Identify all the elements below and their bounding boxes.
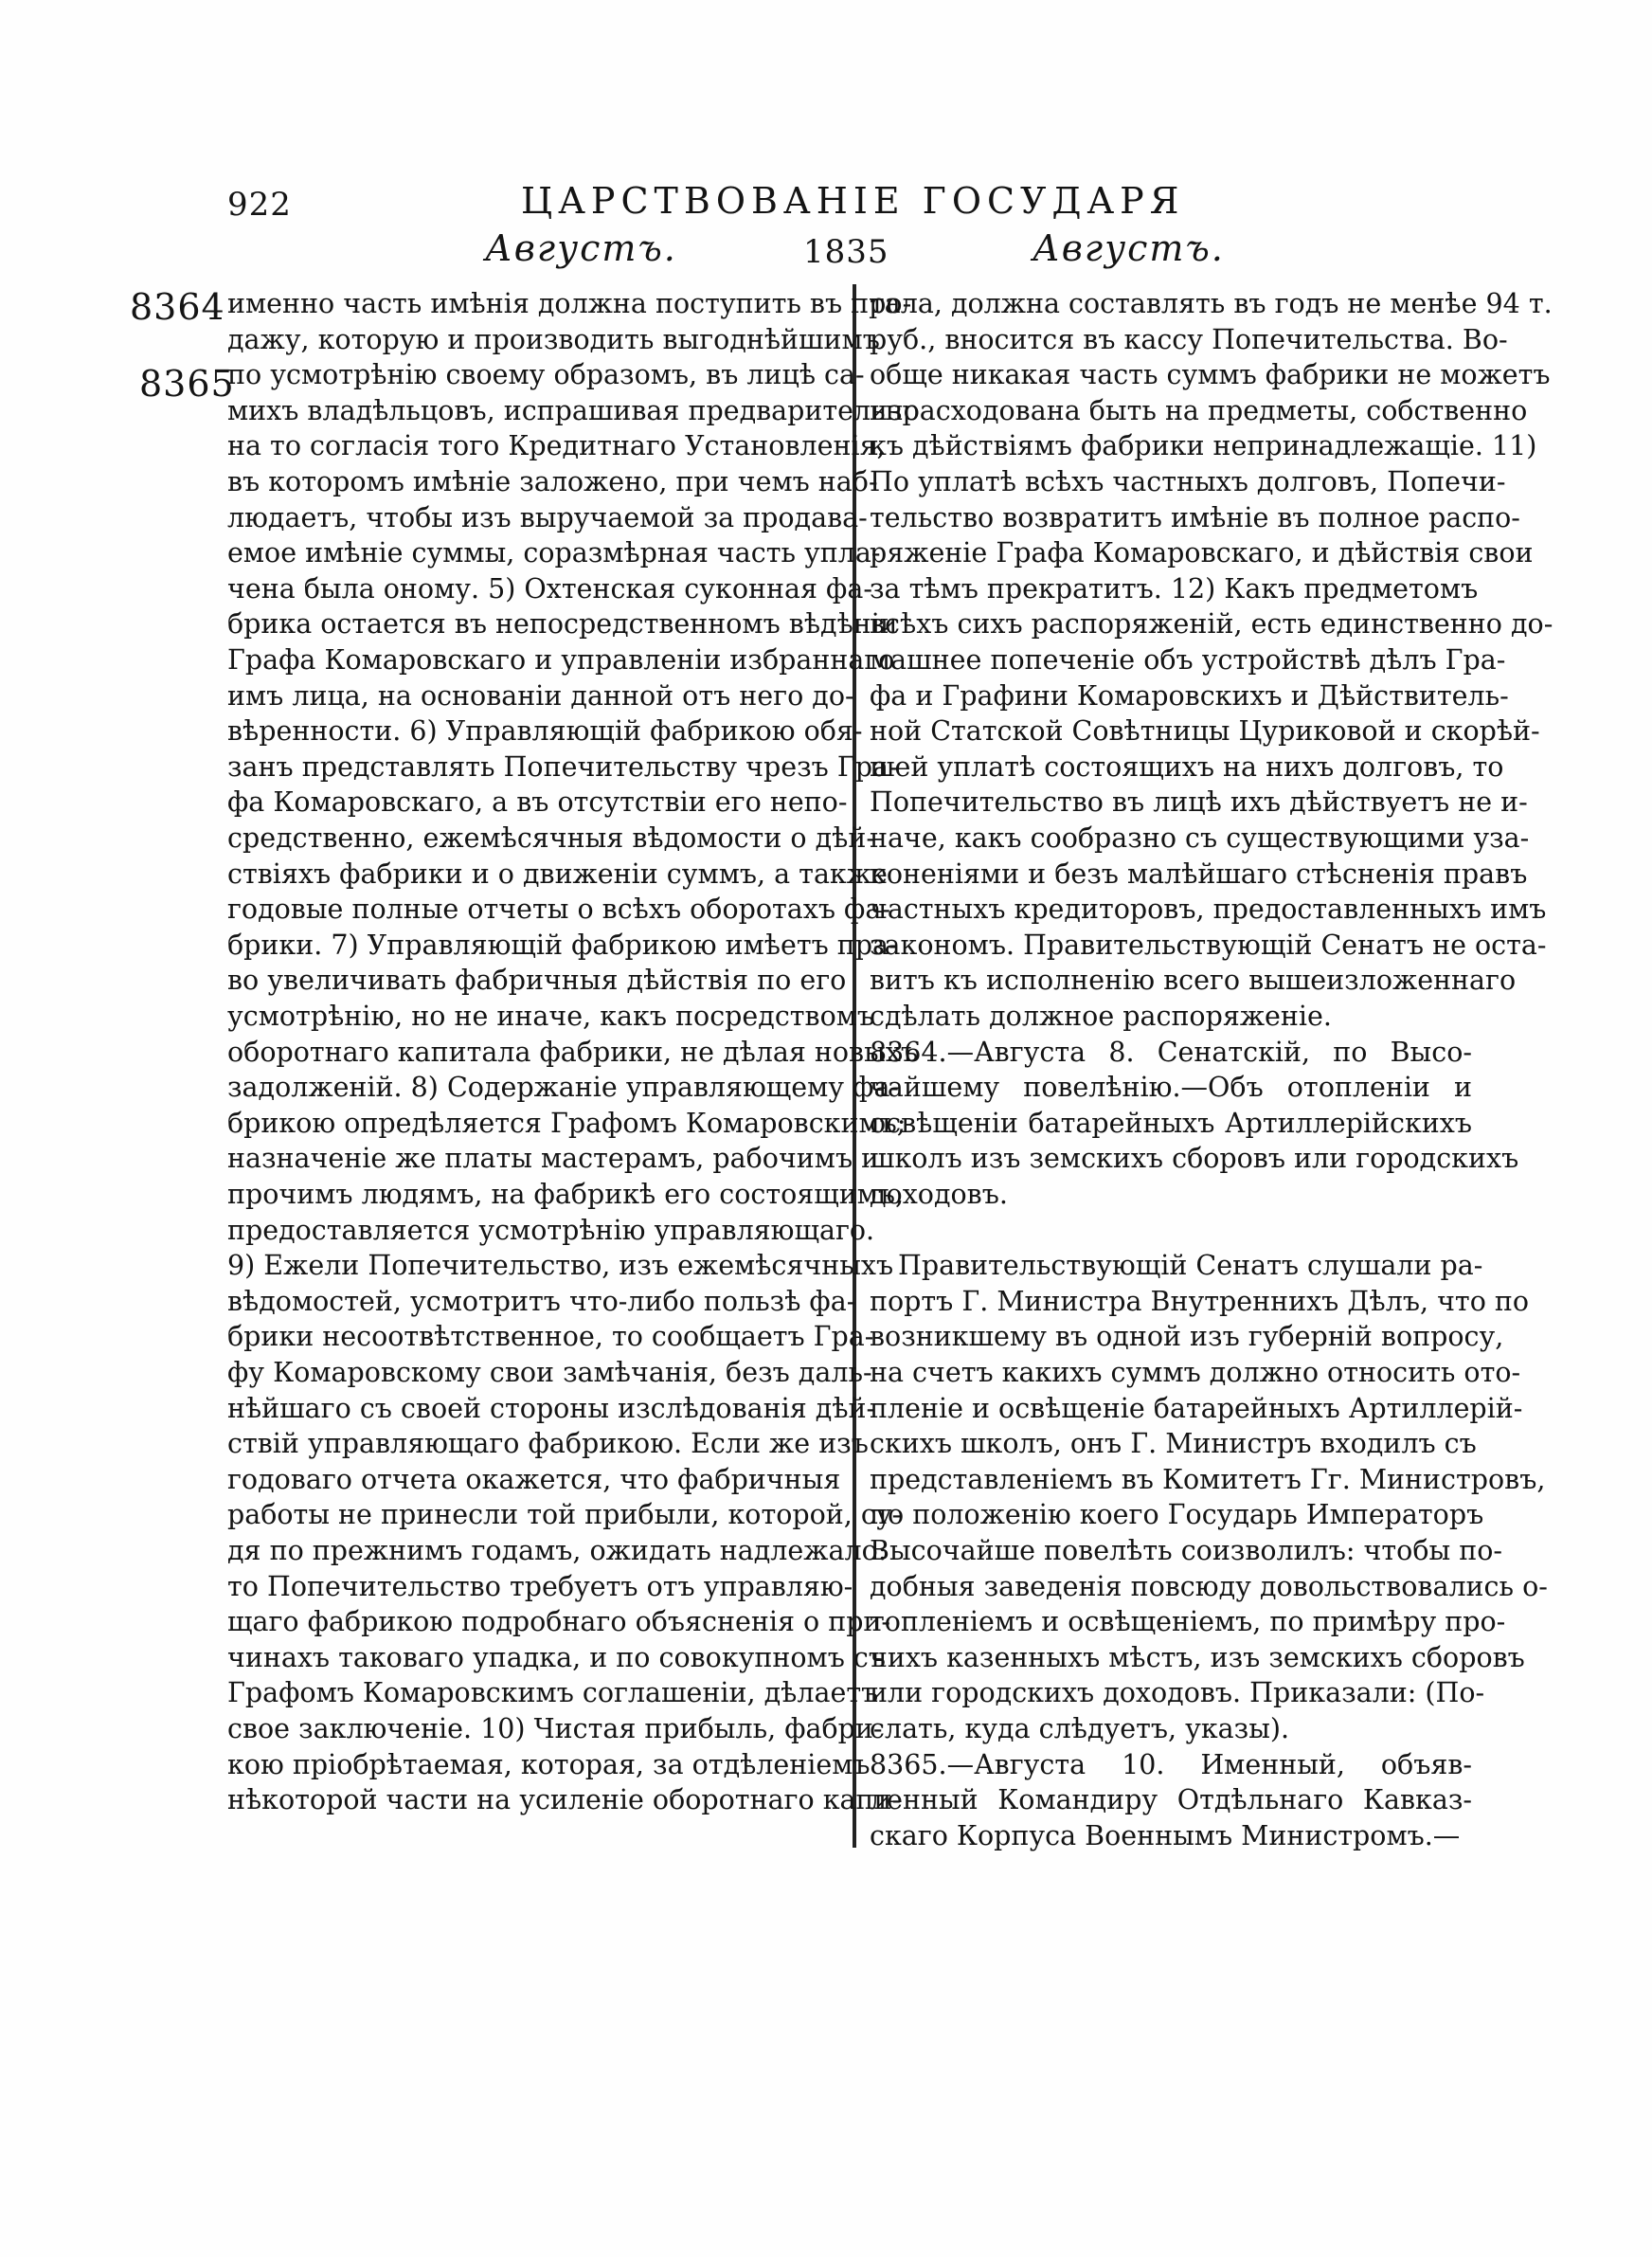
- text-line: Графа Комаровскаго и управленіи избраннаго: [227, 644, 895, 676]
- margin-number: 8364: [130, 286, 225, 328]
- text-line: на счетъ какихъ суммъ должно относить ото-: [870, 1357, 1521, 1388]
- text-line: брики. 7) Управляющій фабрикою имѣетъ пра-: [227, 929, 898, 961]
- text-line: то Попечительство требуетъ отъ управляю-: [227, 1570, 853, 1602]
- text-line: коненіями и безъ малѣйшаго стѣсненія правъ: [870, 858, 1528, 890]
- text-line: фа и Графини Комаровскихъ и Дѣйствитель-: [870, 679, 1509, 712]
- text-line: представленіемъ въ Комитетъ Гг. Министровъ,: [870, 1463, 1546, 1495]
- text-line: дажу, которую и производить выгоднѣйшимъ: [227, 323, 880, 355]
- text-line: брикою опредѣляется Графомъ Комаровскимъ;: [227, 1107, 907, 1139]
- text-line: вѣдомостей, усмотритъ что-либо пользѣ фа-: [227, 1285, 856, 1317]
- text-line: топленіемъ и освѣщеніемъ, по примѣру про-: [870, 1606, 1506, 1638]
- text-line: добныя заведенія повсюду довольствовались о-: [870, 1570, 1548, 1602]
- text-line: михъ владѣльцовъ, испрашивая предварительно: [227, 394, 920, 426]
- text-line: усмотрѣнію, но не иначе, какъ посредствомъ: [227, 1001, 875, 1032]
- text-line: вѣренности. 6) Управляющій фабрикою обя-: [227, 715, 863, 748]
- text-line: къ дѣйствіямъ фабрики непринадлежащіе. 11): [870, 430, 1537, 462]
- text-line: кою пріобрѣтаемая, которая, за отдѣленіемъ: [227, 1748, 871, 1780]
- text-line: чинахъ таковаго упадка, и по совокупномъ съ: [227, 1641, 887, 1673]
- text-line: за тѣмъ прекратитъ. 12) Какъ предметомъ: [870, 572, 1479, 605]
- text-line: на то согласія того Кредитнаго Установленія,: [227, 430, 886, 462]
- text-line: назначеніе же платы мастерамъ, рабочимъ и: [227, 1143, 880, 1175]
- text-line: щаго фабрикою подробнаго объясненія о при-: [227, 1606, 891, 1638]
- text-line: возникшему въ одной изъ губерній вопросу,: [870, 1321, 1504, 1353]
- text-line: руб., вносится въ кассу Попечительства. Во-: [870, 323, 1508, 355]
- text-line: именно часть имѣнія должна поступить въ про-: [227, 288, 912, 319]
- text-line: брика остается въ непосредственномъ вѣдѣніи: [227, 608, 898, 641]
- text-line: [870, 1211, 1472, 1251]
- text-line: нѣкоторой части на усиленіе оборотнаго капи-: [227, 1784, 902, 1816]
- text-line: закономъ. Правительствующій Сенатъ не оста-: [870, 929, 1547, 961]
- text-line: годоваго отчета окажется, что фабричныя: [227, 1463, 841, 1495]
- text-line: ленный Командиру Отдѣльнаго Кавказ-: [870, 1784, 1472, 1816]
- text-line: фа Комаровскаго, а въ отсутствіи его непо-: [227, 786, 848, 819]
- text-line: тала, должна составлять въ годъ не менѣе 94 т.: [870, 288, 1553, 319]
- text-line: годовые полные отчеты о всѣхъ оборотахъ фа-: [227, 894, 890, 926]
- year: 1835: [803, 233, 889, 271]
- text-line: Графомъ Комаровскимъ соглашеніи, дѣлаетъ: [227, 1677, 879, 1709]
- margin-number: 8365: [139, 363, 235, 405]
- text-line: ной Статской Совѣтницы Цуриковой и скорѣй-: [870, 715, 1540, 748]
- text-line: фу Комаровскому свои замѣчанія, безъ даль-: [227, 1357, 872, 1388]
- text-line: скихъ школъ, онъ Г. Министръ входилъ съ: [870, 1428, 1477, 1460]
- text-line: чена была оному. 5) Охтенская суконная фа-: [227, 572, 872, 605]
- text-line: израсходована быть на предметы, собственно: [870, 394, 1528, 426]
- text-line: въ которомъ имѣніе заложено, при чемъ наб-: [227, 466, 878, 497]
- text-line: Попечительство въ лицѣ ихъ дѣйствуетъ не и-: [870, 786, 1528, 819]
- text-line: слать, куда слѣдуетъ, указы).: [870, 1713, 1290, 1744]
- text-line: имъ лица, на основаніи данной отъ него до-: [227, 679, 854, 712]
- text-line: частныхъ кредиторовъ, предоставленныхъ имъ: [870, 894, 1547, 926]
- month-left: Августъ.: [485, 227, 677, 269]
- text-line: освѣщеніи батарейныхъ Артиллерійскихъ: [870, 1107, 1472, 1139]
- text-line: во увеличивать фабричныя дѣйствія по его: [227, 965, 847, 997]
- text-line: тельство возвратитъ имѣніе въ полное распо-: [870, 501, 1520, 533]
- text-line: витъ къ исполненію всего вышеизложеннаго: [870, 965, 1517, 997]
- text-line: обще никакая часть суммъ фабрики не можетъ: [870, 359, 1551, 391]
- text-line: шей уплатѣ состоящихъ на нихъ долговъ, то: [870, 750, 1504, 783]
- text-line: оборотнаго капитала фабрики, не дѣлая новыхъ: [227, 1036, 918, 1068]
- text-line: пленіе и освѣщеніе батарейныхъ Артиллерій-: [870, 1392, 1523, 1424]
- text-line: доходовъ.: [870, 1179, 1008, 1210]
- text-line: дя по прежнимъ годамъ, ожидать надлежало:: [227, 1535, 888, 1566]
- text-line: машнее попеченіе объ устройствѣ дѣлъ Гра-: [870, 644, 1506, 676]
- text-line: задолженій. 8) Содержаніе управляющему фа-: [227, 1072, 900, 1104]
- text-line: работы не принесли той прибыли, которой, су-: [227, 1499, 902, 1531]
- running-title: ЦАРСТВОВАНІЕ ГОСУДАРЯ: [521, 180, 1185, 222]
- text-line: 8364.—Августа 8. Сенатскій, по Высо-: [870, 1036, 1472, 1068]
- text-line: скаго Корпуса Военнымъ Министромъ.—: [870, 1819, 1461, 1851]
- text-line: по положенію коего Государь Императоръ: [870, 1499, 1484, 1531]
- text-line: чихъ казенныхъ мѣстъ, изъ земскихъ сборовъ: [870, 1641, 1525, 1673]
- text-line: предоставляется усмотрѣнію управляющаго.: [227, 1214, 875, 1246]
- text-line: ствій управляющаго фабрикою. Если же изъ: [227, 1428, 869, 1460]
- text-line: или городскихъ доходовъ. Приказали: (По-: [870, 1677, 1485, 1709]
- text-line: всѣхъ сихъ распоряженій, есть единственно до-: [870, 608, 1553, 641]
- text-line: По уплатѣ всѣхъ частныхъ долговъ, Попечи-: [870, 466, 1506, 497]
- text-line: 8365.—Августа 10. Именный, объяв-: [870, 1748, 1472, 1780]
- text-line: средственно, ежемѣсячныя вѣдомости о дѣй-: [227, 822, 875, 854]
- text-line: свое заключеніе. 10) Чистая прибыль, фабри-: [227, 1713, 883, 1744]
- text-line: занъ представлять Попечительству чрезъ Гра-: [227, 750, 898, 783]
- page-number: 922: [227, 186, 292, 224]
- month-right: Августъ.: [1032, 227, 1225, 269]
- text-line: школъ изъ земскихъ сборовъ или городскихъ: [870, 1143, 1519, 1175]
- text-line: прочимъ людямъ, на фабрикѣ его состоящимъ,: [227, 1179, 905, 1210]
- text-line: людаетъ, чтобы изъ выручаемой за продава-: [227, 501, 868, 533]
- text-line: 9) Ежели Попечительство, изъ ежемѣсячныхъ: [227, 1250, 894, 1282]
- text-line: ряженіе Графа Комаровскаго, и дѣйствія свои: [870, 537, 1534, 569]
- text-line: по усмотрѣнію своему образомъ, въ лицѣ са-: [227, 359, 865, 391]
- text-line: Высочайше повелѣть соизволилъ: чтобы по-: [870, 1535, 1503, 1566]
- text-line: портъ Г. Министра Внутреннихъ Дѣлъ, что по: [870, 1285, 1530, 1317]
- text-line: наче, какъ сообразно съ существующими уза-: [870, 822, 1530, 854]
- text-line: нѣйшаго съ своей стороны изслѣдованія дѣй-: [227, 1392, 876, 1424]
- text-line: чайшему повелѣнію.—Объ отопленіи и: [870, 1072, 1472, 1104]
- text-line: емое имѣніе суммы, соразмѣрная часть упла-: [227, 537, 881, 569]
- text-line: брики несоотвѣтственное, то сообщаетъ Гра-: [227, 1321, 874, 1353]
- text-line: ствіяхъ фабрики и о движеніи суммъ, а также: [227, 858, 888, 890]
- text-line: сдѣлать должное распоряженіе.: [870, 1001, 1332, 1032]
- text-line: Правительствующій Сенатъ слушали ра-: [898, 1250, 1483, 1282]
